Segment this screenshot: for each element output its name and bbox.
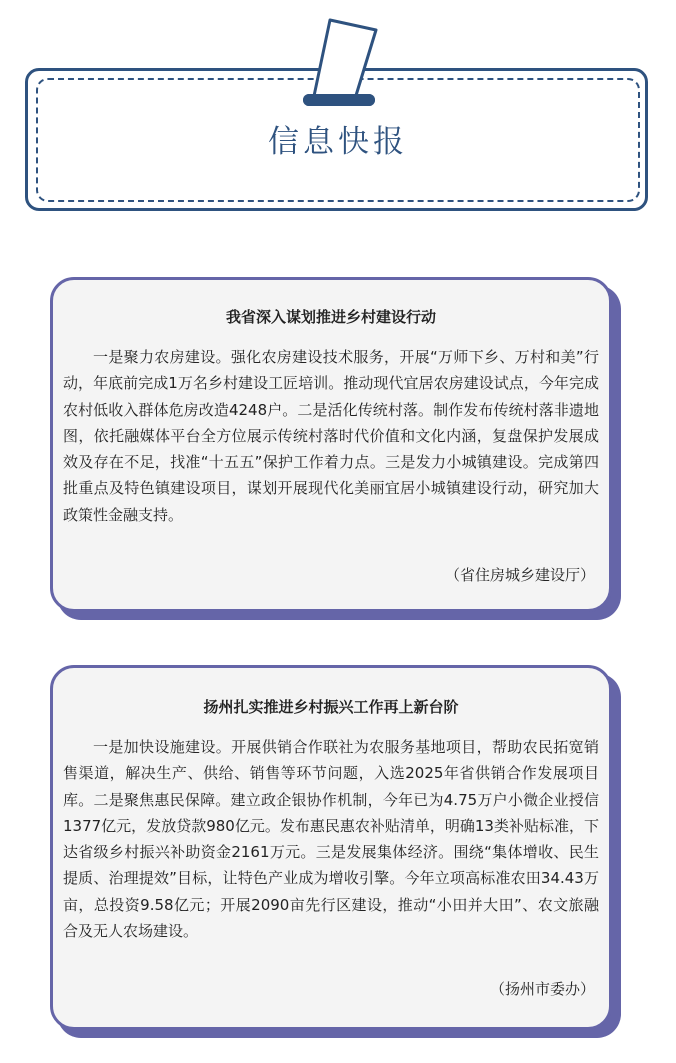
news-card-title: 扬州扎实推进乡村振兴工作再上新台阶 (203, 698, 459, 716)
page-title: 信息快报 (268, 124, 408, 160)
news-card (50, 665, 612, 1030)
news-card-title: 我省深入谋划推进乡村建设行动 (225, 308, 436, 326)
news-card-body: 一是聚力农房建设。强化农房建设技术服务，开展“万师下乡、万村和美”行动，年底前完成1万名乡村建设工匠培训。推动现代宜居农房建设试点，今年完成农村低收入群体危房改造4248户。二是活化传统村落。制作发布传统村落非遗地图，依托融媒体平台全方位展示传统村落时代价值和文化内涵，复盘保护发展成效及存在不足，找准“十五五”保护工作着力点。三是发力小城镇建设。完成第四批重点及特色镇建设项目，谋划开展现代化美丽宜居小城镇建设行动，研究加大政策性金融支持。 (63, 348, 599, 524)
ballot-ticket-icon (296, 14, 382, 110)
news-card (50, 277, 612, 612)
news-card-source: （省住房城乡建设厅） (444, 566, 595, 584)
news-card-source: （扬州市委办） (489, 980, 595, 998)
news-card-body: 一是加快设施建设。开展供销合作联社为农服务基地项目，帮助农民拓宽销售渠道，解决生产、供给、销售等环节问题，入选2025年省供销合作发展项目库。二是聚焦惠民保障。建立政企银协作机制，今年已为4.75万户小微企业授信1377亿元，发放贷款980亿元。发布惠民惠农补贴清单，明确13类补贴标准，下达省级乡村振兴补助资金2161万元。三是发展集体经济。围绕“集体增收、民生提质、治理提效”目标，让特色产业成为增收引擎。今年立项高标准农田34.43万亩，总投资9.58亿元；开展2090亩先行区建设，推动“小田并大田”、农文旅融合及无人农场建设。 (63, 738, 599, 941)
